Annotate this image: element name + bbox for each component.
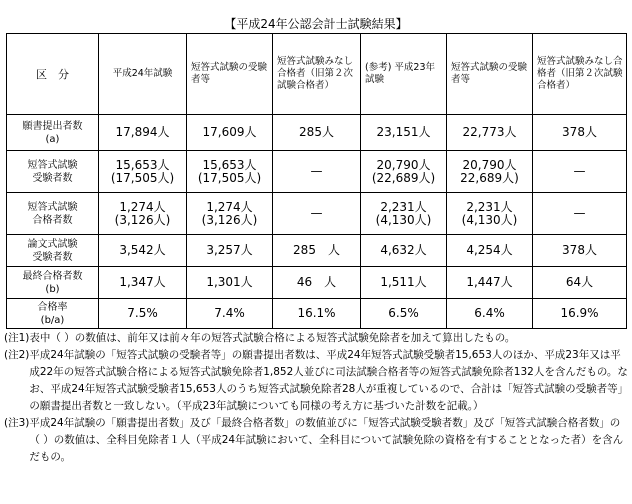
table-header-row xyxy=(7,34,627,115)
header-h23-exempt: 短答式試験みなし合格者（旧第２次試験合格者） xyxy=(533,34,627,115)
table-row xyxy=(7,193,627,235)
row-label xyxy=(7,235,99,267)
row-label xyxy=(7,115,99,151)
cell: 378人 xyxy=(533,235,627,267)
results-table xyxy=(6,33,627,329)
cell: 3,542人 xyxy=(99,235,187,267)
footnote-mark: (注2) xyxy=(4,349,30,361)
cell: 46 人 xyxy=(273,267,361,299)
cell xyxy=(447,151,533,193)
row-label-sub: 受験者数 xyxy=(32,251,73,263)
cell: 7.5% xyxy=(99,299,187,329)
cell-value: 20,790人 xyxy=(376,157,431,172)
footnote xyxy=(4,330,628,347)
row-label-main: 短答式試験 xyxy=(27,159,78,171)
cell xyxy=(361,151,447,193)
row-label-main: 合格率 xyxy=(37,301,68,313)
header-h23: (参考) 平成23年試験 xyxy=(361,34,447,115)
cell: 4,632人 xyxy=(361,235,447,267)
table-row xyxy=(7,115,627,151)
cell-value: 1,274人 xyxy=(119,199,166,214)
cell-value: 15,653人 xyxy=(202,157,257,172)
cell-value-paren: (3,126人) xyxy=(201,212,258,227)
footnote-text: 表中（ ）の数値は、前年又は前々年の短答式試験合格による短答式試験免除者を加えて算出したもの。 xyxy=(29,332,516,344)
cell: 64人 xyxy=(533,267,627,299)
table-row xyxy=(7,151,627,193)
cell: 22,773人 xyxy=(447,115,533,151)
row-label xyxy=(7,151,99,193)
cell: 285 人 xyxy=(273,235,361,267)
cell: 4,254人 xyxy=(447,235,533,267)
row-label-sub: 合格者数 xyxy=(32,214,73,226)
header-h24-short: 短答式試験の受験者等 xyxy=(187,34,273,115)
row-label xyxy=(7,267,99,299)
cell: 1,301人 xyxy=(187,267,273,299)
row-label-sub: (b/a) xyxy=(40,314,65,326)
cell-value: 2,231人 xyxy=(466,199,513,214)
cell-value: 15,653人 xyxy=(115,157,170,172)
cell: — xyxy=(533,193,627,235)
cell-value-paren: (4,130人) xyxy=(375,212,432,227)
cell: 285人 xyxy=(273,115,361,151)
row-label-main: 論文式試験 xyxy=(27,238,78,250)
cell: 1,511人 xyxy=(361,267,447,299)
footnote xyxy=(4,415,628,466)
footnotes xyxy=(4,330,628,466)
cell xyxy=(361,193,447,235)
cell: 23,151人 xyxy=(361,115,447,151)
row-label-main: 願書提出者数 xyxy=(22,120,83,132)
row-label xyxy=(7,193,99,235)
cell-value-paren: (22,689人) xyxy=(371,170,436,185)
cell: 16.1% xyxy=(273,299,361,329)
cell: 17,609人 xyxy=(187,115,273,151)
cell-value: 1,274人 xyxy=(206,199,253,214)
cell xyxy=(447,193,533,235)
row-label-main: 最終合格者数 xyxy=(22,270,83,282)
header-h23-short: 短答式試験の受験者等 xyxy=(447,34,533,115)
row-label-sub: 受験者数 xyxy=(32,172,73,184)
footnote-text: 平成24年試験の「願書提出者数」及び「最終合格者数」の数値並びに「短答式試験受験者数」及び「短答式試験合格者数」の（ ）の数値は、全科目免除者１人（平成24年試験において、全科目について試験免除の資格を有することとなった者）を含んだもの。 xyxy=(29,417,624,463)
row-label xyxy=(7,299,99,329)
cell xyxy=(187,193,273,235)
cell: 16.9% xyxy=(533,299,627,329)
header-h24-exempt: 短答式試験みなし合格者（旧第２次試験合格者） xyxy=(273,34,361,115)
row-label-sub: (a) xyxy=(45,133,60,145)
cell: 3,257人 xyxy=(187,235,273,267)
cell-value-paren: (4,130人) xyxy=(461,212,518,227)
cell: 378人 xyxy=(533,115,627,151)
cell: 6.4% xyxy=(447,299,533,329)
cell xyxy=(187,151,273,193)
cell: 7.4% xyxy=(187,299,273,329)
header-label-col: 区 分 xyxy=(7,34,99,115)
cell xyxy=(99,193,187,235)
table-row xyxy=(7,267,627,299)
cell: — xyxy=(533,151,627,193)
cell: 6.5% xyxy=(361,299,447,329)
cell xyxy=(99,151,187,193)
row-label-main: 短答式試験 xyxy=(27,201,78,213)
cell: 1,447人 xyxy=(447,267,533,299)
table-row xyxy=(7,235,627,267)
footnote-mark: (注3) xyxy=(4,417,30,429)
cell-value-paren: 22,689人) xyxy=(460,170,519,185)
cell: — xyxy=(273,193,361,235)
row-label-sub: (b) xyxy=(45,283,60,295)
cell: — xyxy=(273,151,361,193)
cell: 1,347人 xyxy=(99,267,187,299)
cell-value-paren: (17,505人) xyxy=(110,170,175,185)
cell-value-paren: (17,505人) xyxy=(197,170,262,185)
footnote-text: 平成24年試験の「短答式試験の受験者等」の願書提出者数は、平成24年短答式試験受験者15,653人のほか、平成23年又は平成22年の短答式試験合格による短答式試験免除者1,852人並びに司法試験合格者等の短答式試験免除者132人を含んだもの。なお、平成24年短答式試験受験者15,653人のうち短答式試験免除者28人が重複しているので、合計は「短答式試験の受験者等」の願書提出者数と一致しない。（平成23年試験についても同様の考え方に基づいた計数を記載。） xyxy=(29,349,628,412)
footnote-mark: (注1) xyxy=(4,332,30,344)
table-row xyxy=(7,299,627,329)
cell-value: 2,231人 xyxy=(380,199,427,214)
cell-value: 20,790人 xyxy=(462,157,517,172)
footnote xyxy=(4,347,628,415)
table-caption: 【平成24年公認会計士試験結果】 xyxy=(224,17,408,31)
header-h24: 平成24年試験 xyxy=(99,34,187,115)
cell: 17,894人 xyxy=(99,115,187,151)
cell-value-paren: (3,126人) xyxy=(114,212,171,227)
